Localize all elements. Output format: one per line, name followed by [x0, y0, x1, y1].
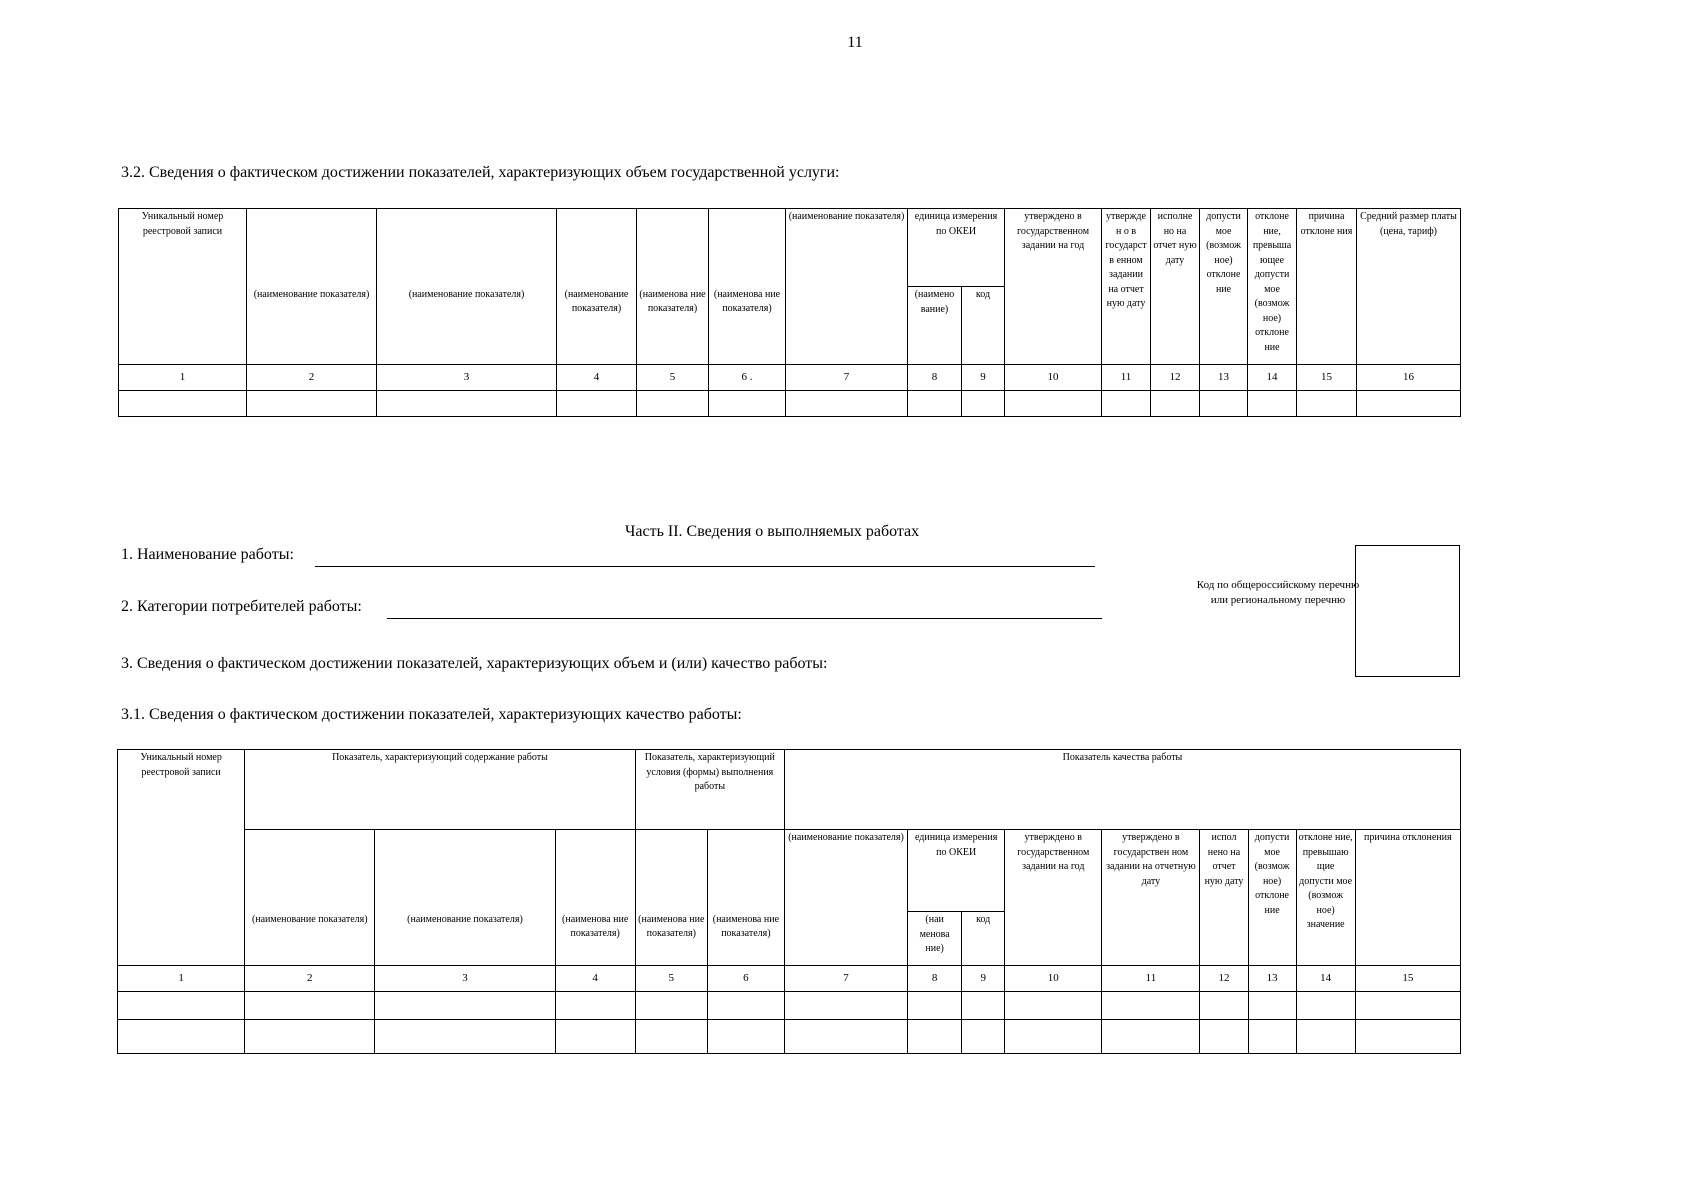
table-cell[interactable] — [375, 1020, 555, 1054]
table-cell[interactable] — [1200, 992, 1248, 1020]
header-indicator-name: (наименование показателя) — [247, 287, 377, 365]
part-2-title: Часть II. Сведения о выполняемых работах — [625, 523, 920, 540]
table-cell[interactable] — [1005, 992, 1102, 1020]
table-cell[interactable] — [637, 391, 709, 417]
column-number: 10 — [1005, 966, 1102, 992]
column-number: 14 — [1296, 966, 1355, 992]
page-number: 11 — [847, 34, 863, 51]
column-number-row — [119, 365, 1461, 391]
column-number-row — [118, 966, 1461, 992]
header-deviation-reason: причина отклонения — [1355, 830, 1460, 966]
table-cell[interactable] — [1357, 391, 1461, 417]
table-cell[interactable] — [1102, 1020, 1200, 1054]
header-approved-year: утверждено в государственном задании на год — [1005, 209, 1102, 365]
header-blank — [247, 209, 377, 287]
header-unit-okei: единица измерения по ОКЕИ — [908, 209, 1005, 287]
consumers-label: 2. Категории потребителей работы: — [121, 598, 362, 615]
header-average-fee: Средний размер платы (цена, тариф) — [1357, 209, 1461, 365]
column-number: 12 — [1151, 365, 1200, 391]
consumers-field[interactable] — [387, 618, 1102, 619]
table-cell[interactable] — [908, 992, 962, 1020]
table-row — [118, 992, 1461, 1020]
header-indicator-name: (наименование показателя) — [786, 209, 908, 365]
table-cell[interactable] — [1248, 391, 1297, 417]
code-box[interactable] — [1355, 545, 1460, 677]
header-indicator-name: (наименование показателя) — [377, 287, 557, 365]
column-number: 7 — [786, 365, 908, 391]
header-blank — [245, 830, 375, 912]
column-number: 9 — [962, 365, 1005, 391]
volume-indicators-table — [118, 208, 1461, 417]
table-cell[interactable] — [1296, 992, 1355, 1020]
header-executed: испол нено на отчет ную дату — [1200, 830, 1248, 966]
column-number: 5 — [635, 966, 707, 992]
table-cell[interactable] — [1102, 992, 1200, 1020]
header-approved-date: утверждено в государствен ном задании на отчетную дату — [1102, 830, 1200, 966]
header-indicator-name: (наименова ние показателя) — [635, 912, 707, 966]
section-3-2-title: 3.2. Сведения о фактическом достижении показателей, характеризующих объем государственной услуги: — [121, 164, 840, 181]
table-cell[interactable] — [375, 992, 555, 1020]
header-approved-date: утвержден о в государств енном задании на отчет ную дату — [1102, 209, 1151, 365]
table-cell[interactable] — [555, 1020, 635, 1054]
column-number: 11 — [1102, 966, 1200, 992]
column-number: 3 — [377, 365, 557, 391]
table-cell[interactable] — [707, 992, 784, 1020]
header-work-quality-indicator: Показатель качества работы — [784, 750, 1460, 830]
column-number: 3 — [375, 966, 555, 992]
table-cell[interactable] — [1296, 1020, 1355, 1054]
column-number: 8 — [908, 365, 962, 391]
table-cell[interactable] — [1005, 1020, 1102, 1054]
column-number: 4 — [557, 365, 637, 391]
table-cell[interactable] — [784, 992, 907, 1020]
header-work-conditions-indicator: Показатель, характеризующий условия (формы) выполнения работы — [635, 750, 784, 830]
column-number: 7 — [784, 966, 907, 992]
column-number: 16 — [1357, 365, 1461, 391]
table-cell[interactable] — [784, 1020, 907, 1054]
column-number: 13 — [1248, 966, 1296, 992]
table-cell[interactable] — [247, 391, 377, 417]
column-number: 14 — [1248, 365, 1297, 391]
header-indicator-name: (наименование показателя) — [245, 912, 375, 966]
header-work-content-indicator: Показатель, характеризующий содержание работы — [245, 750, 636, 830]
table-cell[interactable] — [1248, 992, 1296, 1020]
table-cell[interactable] — [118, 992, 245, 1020]
column-number: 1 — [118, 966, 245, 992]
table-cell[interactable] — [707, 1020, 784, 1054]
section-3-title: 3. Сведения о фактическом достижении показателей, характеризующих объем и (или) качество работы: — [121, 655, 828, 672]
section-3-1-title: 3.1. Сведения о фактическом достижении показателей, характеризующих качество работы: — [121, 706, 742, 723]
header-blank — [375, 830, 555, 912]
header-deviation-reason: причина отклоне ния — [1297, 209, 1357, 365]
table-cell[interactable] — [1297, 391, 1357, 417]
table-cell[interactable] — [119, 391, 247, 417]
work-name-label: 1. Наименование работы: — [121, 546, 294, 563]
header-blank — [635, 830, 707, 912]
column-number: 10 — [1005, 365, 1102, 391]
header-indicator-name: (наименова ние показателя) — [707, 912, 784, 966]
table-cell[interactable] — [1200, 391, 1248, 417]
table-cell[interactable] — [377, 391, 557, 417]
header-blank — [557, 209, 637, 287]
column-number: 1 — [119, 365, 247, 391]
code-label: Код по общероссийскому перечню или региональному перечню — [1196, 579, 1360, 606]
header-allowed-deviation: допусти мое (возмож ное) отклоне ние — [1248, 830, 1296, 966]
header-indicator-name: (наименование показателя) — [375, 912, 555, 966]
column-number: 6 . — [709, 365, 786, 391]
header-unit-code: код — [962, 912, 1005, 966]
header-exceeding-deviation: отклоне ние, превыша ющее допусти мое (возмож ное) отклоне ние — [1248, 209, 1297, 365]
column-number: 4 — [555, 966, 635, 992]
table-cell[interactable] — [635, 1020, 707, 1054]
table-cell[interactable] — [962, 391, 1005, 417]
table-row — [118, 1020, 1461, 1054]
table-cell[interactable] — [1248, 1020, 1296, 1054]
table-cell[interactable] — [118, 1020, 245, 1054]
table-row — [119, 391, 1461, 417]
work-name-field[interactable] — [315, 566, 1095, 567]
table-cell[interactable] — [786, 391, 908, 417]
header-indicator-name: (наименова ние показателя) — [555, 912, 635, 966]
table-cell[interactable] — [1151, 391, 1200, 417]
header-indicator-name: (наименова ние показателя) — [637, 287, 709, 365]
header-registry-number: Уникальный номер реестровой записи — [119, 209, 247, 365]
column-number: 6 — [707, 966, 784, 992]
table-cell[interactable] — [635, 992, 707, 1020]
header-unit-okei: единица измерения по ОКЕИ — [908, 830, 1005, 912]
table-cell[interactable] — [245, 992, 375, 1020]
column-number: 2 — [247, 365, 377, 391]
column-number: 8 — [908, 966, 962, 992]
header-executed: исполне но на отчет ную дату — [1151, 209, 1200, 365]
header-indicator-name: (наименование показателя) — [557, 287, 637, 365]
table-cell[interactable] — [555, 992, 635, 1020]
table-cell[interactable] — [1355, 992, 1460, 1020]
table-cell[interactable] — [1355, 1020, 1460, 1054]
table-cell[interactable] — [962, 992, 1005, 1020]
header-blank — [555, 830, 635, 912]
column-number: 2 — [245, 966, 375, 992]
column-number: 5 — [637, 365, 709, 391]
column-number: 15 — [1297, 365, 1357, 391]
header-blank — [707, 830, 784, 912]
header-exceeding-deviation: отклоне ние, превышаю щие допусти мое (возмож ное) значение — [1296, 830, 1355, 966]
header-indicator-name: (наименование показателя) — [784, 830, 907, 966]
header-allowed-deviation: допусти мое (возмож ное) отклоне ние — [1200, 209, 1248, 365]
column-number: 13 — [1200, 365, 1248, 391]
header-blank — [377, 209, 557, 287]
header-unit-name: (наимено вание) — [908, 287, 962, 365]
header-registry-number: Уникальный номер реестровой записи — [118, 750, 245, 966]
header-blank — [709, 209, 786, 287]
header-approved-year: утверждено в государственном задании на год — [1005, 830, 1102, 966]
column-number: 15 — [1355, 966, 1460, 992]
table-cell[interactable] — [1200, 1020, 1248, 1054]
header-blank — [637, 209, 709, 287]
table-cell[interactable] — [1005, 391, 1102, 417]
table-cell[interactable] — [908, 1020, 962, 1054]
header-unit-name: (наи менова ние) — [908, 912, 962, 966]
table-cell[interactable] — [245, 1020, 375, 1054]
header-indicator-name: (наименова ние показателя) — [709, 287, 786, 365]
table-cell[interactable] — [557, 391, 637, 417]
table-cell[interactable] — [709, 391, 786, 417]
column-number: 11 — [1102, 365, 1151, 391]
header-unit-code: код — [962, 287, 1005, 365]
table-cell[interactable] — [908, 391, 962, 417]
table-cell[interactable] — [962, 1020, 1005, 1054]
table-cell[interactable] — [1102, 391, 1151, 417]
quality-indicators-table — [117, 749, 1461, 1054]
column-number: 12 — [1200, 966, 1248, 992]
column-number: 9 — [962, 966, 1005, 992]
